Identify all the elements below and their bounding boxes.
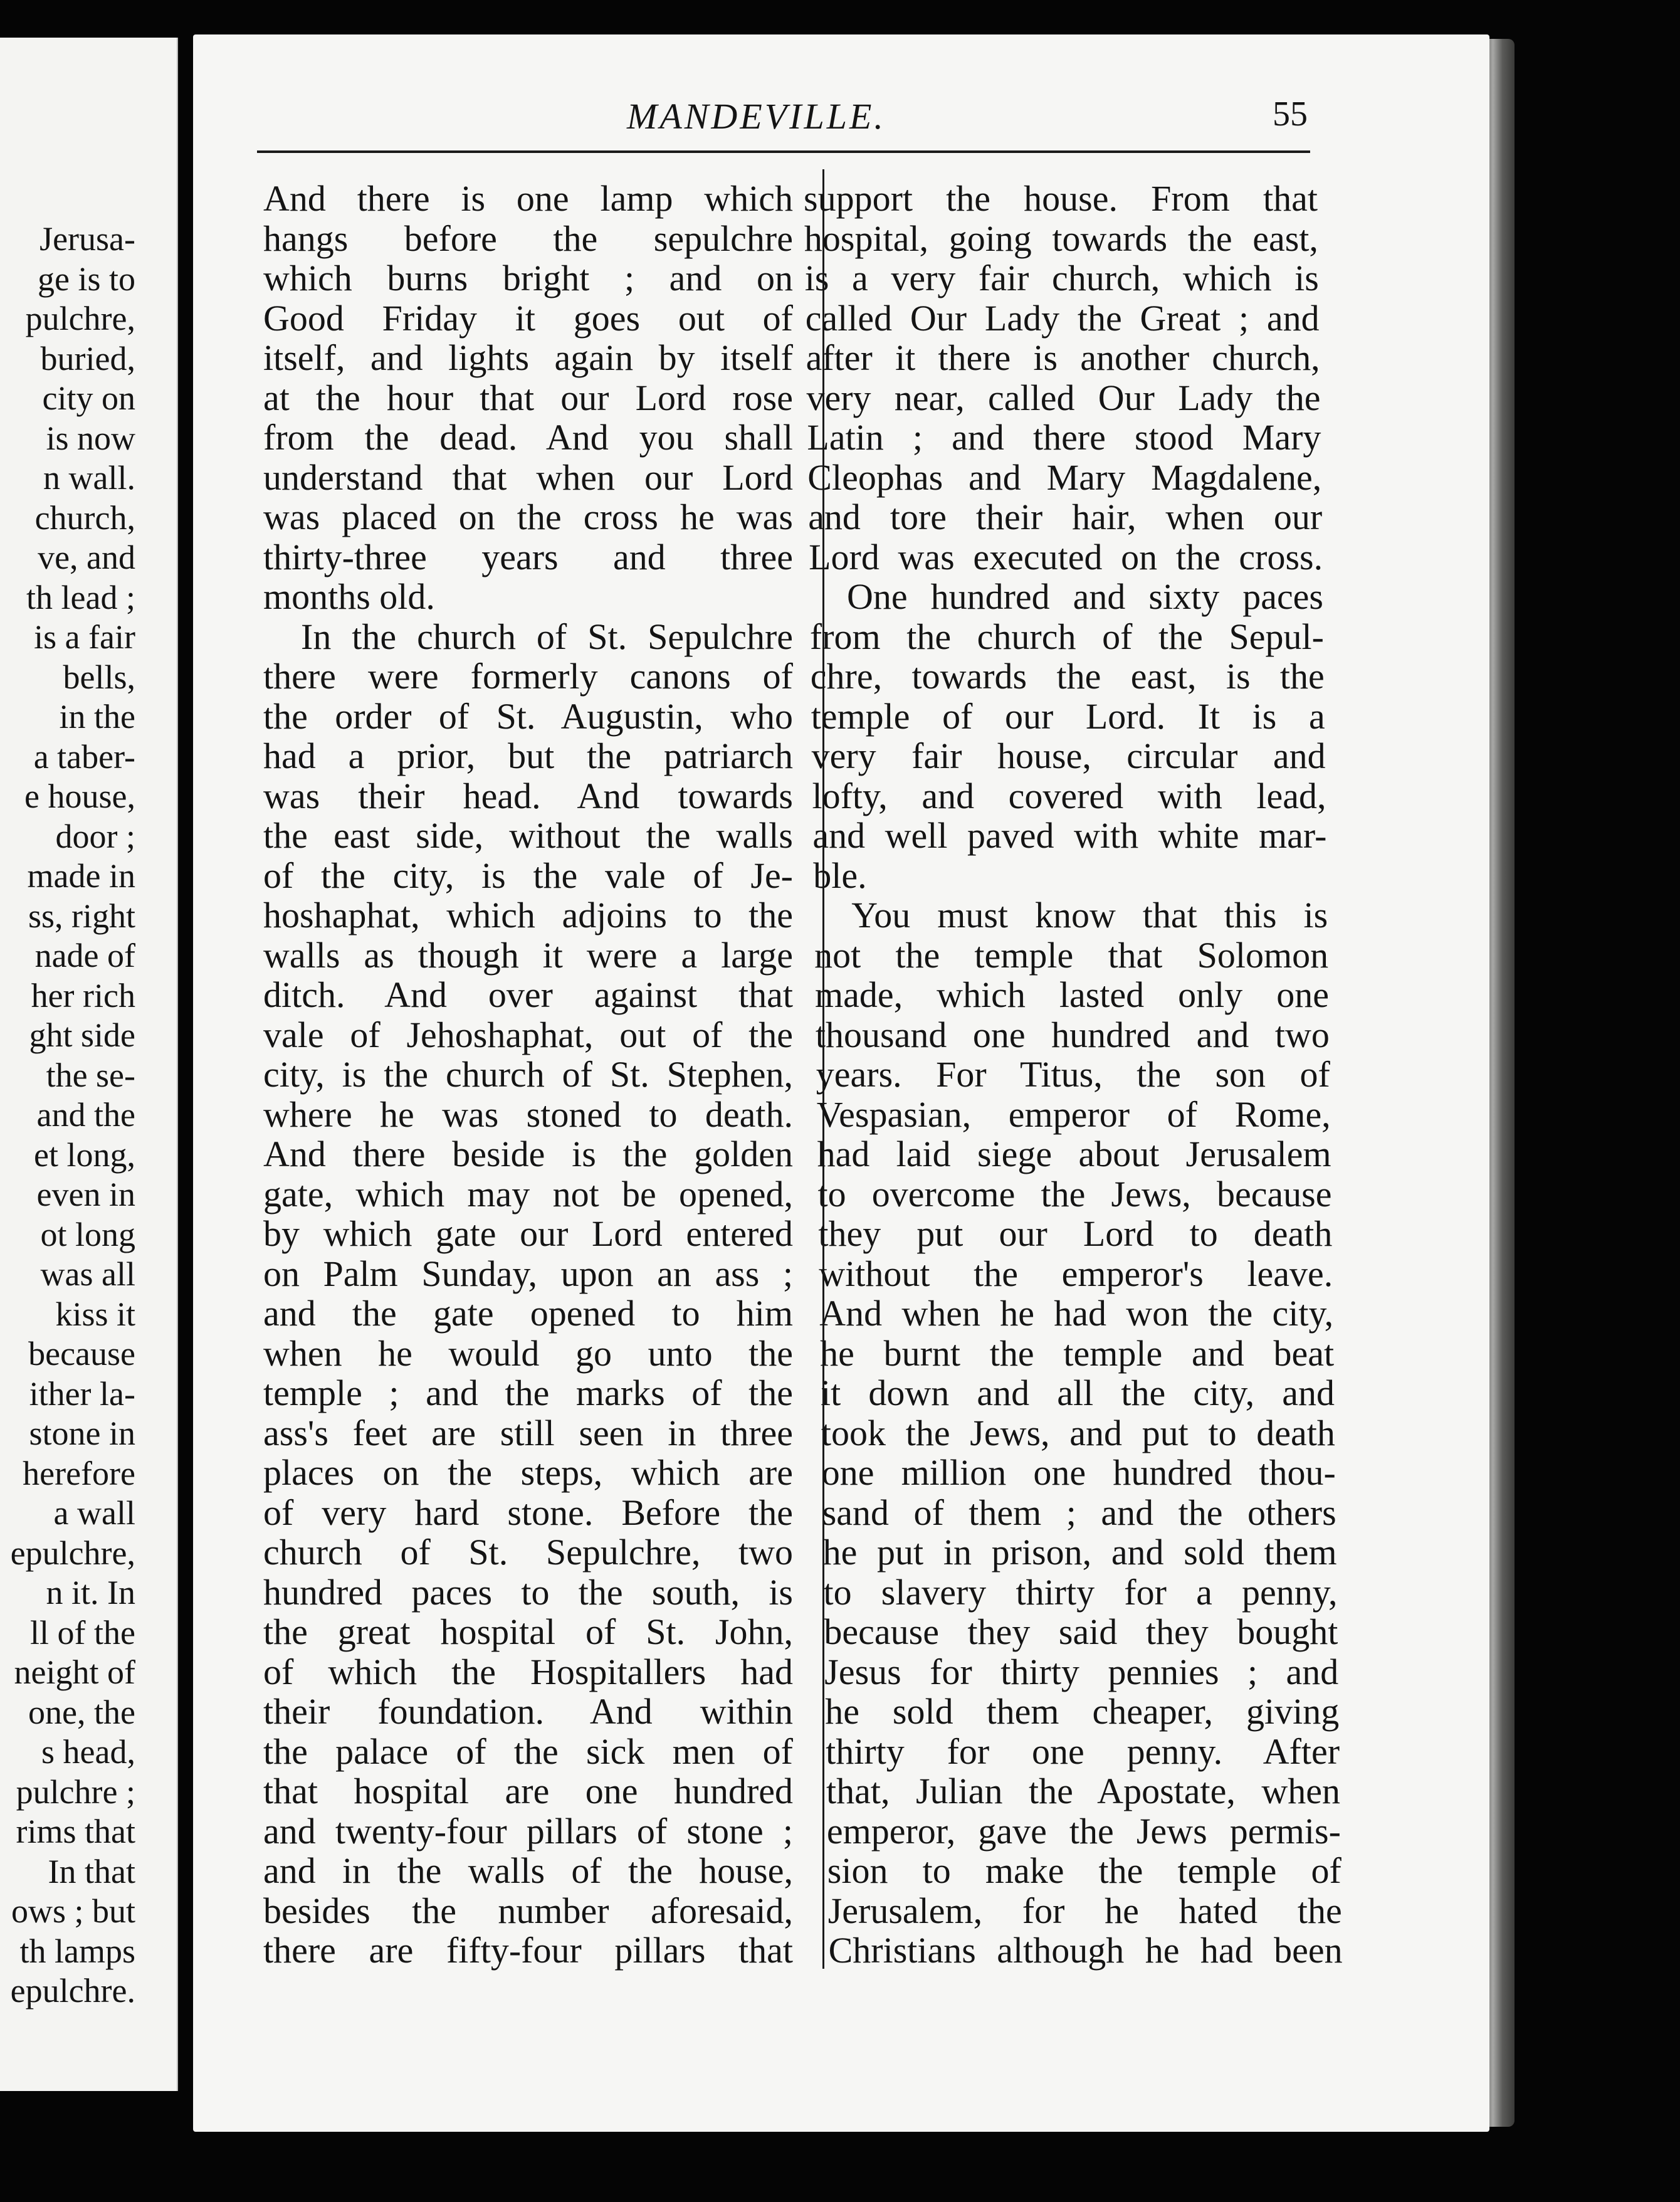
text-line: and tore their hair, when our — [808, 497, 1323, 537]
text-line: from the dead. And you shall — [263, 417, 793, 458]
text-line: was all — [40, 1255, 135, 1293]
text-line: besides the number aforesaid, — [263, 1890, 793, 1931]
text-line: epulchre. — [10, 1972, 135, 2010]
text-line: and the — [36, 1096, 135, 1134]
text-line: from the church of the Sepul- — [809, 616, 1324, 657]
text-line: itself, and lights again by itself — [263, 337, 793, 378]
text-line: n wall. — [43, 459, 135, 497]
text-line: lofty, and covered with lead, — [812, 775, 1326, 816]
text-line: And when he had won the city, — [819, 1293, 1334, 1334]
text-line: and in the walls of the house, — [263, 1850, 793, 1891]
text-line: sion to make the temple of — [827, 1850, 1341, 1891]
text-line: Jesus for thirty pennies ; and — [824, 1651, 1339, 1692]
text-line: the great hospital of St. John, — [263, 1611, 793, 1652]
text-line: on Palm Sunday, upon an ass ; — [263, 1253, 793, 1294]
text-line: a wall — [53, 1494, 135, 1532]
text-line: not the temple that Solomon — [814, 934, 1329, 976]
text-line: city, is the church of St. Stephen, — [263, 1054, 793, 1095]
left-column — [263, 179, 809, 1971]
text-line: to slavery thirty for a penny, — [823, 1571, 1338, 1613]
text-line: ditch. And over against that — [263, 974, 793, 1015]
text-line: of very hard stone. Before the — [263, 1492, 793, 1533]
text-line: herefore — [23, 1454, 135, 1492]
text-line: of which the Hospitallers had — [263, 1651, 793, 1692]
text-line: walls as though it were a large — [263, 934, 793, 976]
text-line: made in — [27, 857, 135, 895]
text-line: And there is one lamp which — [263, 178, 793, 219]
text-line: he burnt the temple and beat — [820, 1332, 1335, 1374]
text-line: city on — [42, 379, 135, 417]
page-number: 55 — [1273, 95, 1308, 134]
running-head: MANDEVILLE. — [627, 96, 886, 137]
text-line: is a very fair church, which is — [804, 258, 1319, 298]
text-line: Jerusalem, for he hated the — [827, 1890, 1342, 1931]
text-line: n it. In — [46, 1574, 135, 1611]
text-line: Latin ; and there stood Mary — [807, 417, 1321, 458]
text-line: their foundation. And within — [263, 1691, 793, 1732]
text-line: that hospital are one hundred — [263, 1771, 793, 1811]
text-line: called Our Lady the Great ; and — [805, 297, 1320, 339]
text-line: the east side, without the walls — [263, 815, 793, 856]
text-line: church, — [34, 498, 135, 537]
text-line: at the hour that our Lord rose — [263, 377, 793, 418]
text-line: temple of our Lord. It is a — [811, 695, 1325, 737]
text-line: when he would go unto the — [263, 1332, 793, 1374]
text-line: thousand one hundred and two — [815, 1014, 1330, 1055]
text-line: months old. — [263, 576, 435, 617]
text-line: ss, right — [28, 897, 135, 935]
text-line: because — [28, 1335, 135, 1372]
text-line: was placed on the cross he was — [263, 497, 793, 537]
text-line: Christians although he had been — [828, 1930, 1343, 1971]
text-line: epulchre, — [10, 1534, 135, 1572]
text-line: thirty for one penny. After — [826, 1731, 1340, 1772]
text-line: s head, — [41, 1733, 135, 1771]
text-line: took the Jews, and put to death — [821, 1412, 1335, 1453]
text-line: even in — [36, 1176, 135, 1213]
text-line: ge is to — [38, 260, 135, 298]
text-line: because they said they bought — [824, 1611, 1338, 1652]
text-line: hundred paces to the south, is — [263, 1571, 793, 1613]
text-line: chre, towards the east, is the — [810, 656, 1325, 697]
text-line: pulchre ; — [16, 1773, 135, 1811]
text-line: hoshaphat, which adjoins to the — [263, 895, 793, 935]
text-line: very near, called Our Lady the — [806, 377, 1321, 418]
text-line: Lord was executed on the cross. — [809, 536, 1323, 577]
text-line: gate, which may not be opened, — [263, 1173, 793, 1214]
text-line: Good Friday it goes out of — [263, 297, 793, 339]
right-column — [804, 179, 1352, 1971]
text-line: they put our Lord to death — [818, 1213, 1333, 1254]
text-line: bells, — [63, 658, 135, 696]
text-line: it down and all the city, and — [821, 1372, 1335, 1413]
text-line: Vespasian, emperor of Rome, — [816, 1093, 1331, 1135]
text-line: was their head. And towards — [263, 775, 793, 816]
text-line: neight of — [14, 1653, 135, 1691]
text-line: and well paved with white mar- — [812, 815, 1327, 856]
text-line: Jerusa- — [39, 220, 135, 258]
text-line: ght side — [29, 1016, 135, 1054]
text-line: th lamps — [19, 1932, 135, 1970]
text-line: places on the steps, which are — [263, 1452, 793, 1493]
text-line: made, which lasted only one — [815, 974, 1329, 1015]
previous-page — [0, 38, 178, 2091]
text-line: stone in — [29, 1414, 135, 1452]
text-line: Cleophas and Mary Magdalene, — [807, 456, 1322, 498]
text-line: temple ; and the marks of the — [263, 1372, 793, 1413]
text-line: after it there is another church, — [806, 337, 1320, 378]
text-line: the palace of the sick men of — [263, 1731, 793, 1772]
text-line: ble. — [813, 855, 867, 896]
text-line: the order of St. Augustin, who — [263, 695, 793, 737]
text-line: ve, and — [38, 539, 135, 576]
paragraph-start-line: In the church of St. Sepulchre — [301, 616, 793, 657]
text-line: ll of the — [30, 1613, 135, 1652]
text-line: vale of Jehoshaphat, out of the — [263, 1014, 793, 1055]
text-line: thirty-three years and three — [263, 536, 793, 577]
text-line: one, the — [28, 1693, 135, 1731]
text-line: hangs before the sepulchre — [263, 218, 793, 259]
text-line: a taber- — [33, 737, 135, 776]
text-line: understand that when our Lord — [263, 456, 793, 498]
text-line: had laid siege about Jerusalem — [817, 1134, 1331, 1174]
text-line: the se- — [46, 1056, 135, 1094]
text-line: in the — [59, 698, 135, 735]
text-line: and the gate opened to him — [263, 1293, 793, 1334]
text-line: one million one hundred thou- — [821, 1452, 1336, 1493]
text-line: e house, — [24, 777, 135, 815]
text-line: sand of them ; and the others — [822, 1492, 1336, 1533]
text-line: et long, — [34, 1135, 135, 1174]
text-line: and twenty-four pillars of stone ; — [263, 1810, 793, 1852]
paragraph-start-line: You must know that this is — [851, 895, 1328, 935]
text-line: is now — [46, 419, 135, 457]
header-rule — [257, 150, 1310, 153]
text-line: to overcome the Jews, because — [817, 1173, 1332, 1214]
text-line: pulchre, — [25, 300, 135, 337]
text-line: of the city, is the vale of Je- — [263, 855, 793, 896]
text-line: support the house. From that — [804, 178, 1318, 219]
text-line: he sold them cheaper, giving — [825, 1691, 1340, 1732]
text-line: th lead ; — [26, 578, 135, 616]
text-line: by which gate our Lord entered — [263, 1213, 793, 1254]
text-line: her rich — [31, 976, 135, 1014]
text-line: without the emperor's leave. — [819, 1253, 1333, 1294]
previous-page-text — [11, 219, 135, 2011]
text-line: that, Julian the Apostate, when — [826, 1771, 1340, 1811]
text-line: hospital, going towards the east, — [804, 218, 1318, 259]
text-line: In that — [48, 1852, 135, 1890]
text-line: buried, — [40, 339, 135, 377]
text-line: nade of — [34, 937, 135, 974]
text-line: ither la- — [29, 1374, 135, 1413]
text-line: where he was stoned to death. — [263, 1093, 793, 1135]
text-line: there were formerly canons of — [263, 656, 793, 697]
text-line: door ; — [55, 817, 135, 855]
text-line: is a fair — [34, 618, 135, 656]
text-line: emperor, gave the Jews permis- — [826, 1810, 1341, 1852]
text-line: ows ; but — [11, 1892, 135, 1930]
text-line: ass's feet are still seen in three — [263, 1412, 793, 1453]
text-line: which burns bright ; and on — [263, 258, 793, 298]
text-line: he put in prison, and sold them — [822, 1532, 1337, 1572]
text-line: there are fifty-four pillars that — [263, 1930, 793, 1971]
text-line: rims that — [16, 1813, 135, 1850]
text-line: years. For Titus, the son of — [816, 1054, 1330, 1095]
paragraph-start-line: One hundred and sixty paces — [847, 576, 1323, 617]
text-line: kiss it — [55, 1295, 135, 1333]
text-line: ot long — [40, 1215, 135, 1253]
text-line: very fair house, circular and — [811, 735, 1326, 776]
text-line: church of St. Sepulchre, two — [263, 1532, 793, 1572]
text-line: And there beside is the golden — [263, 1134, 793, 1174]
text-line: had a prior, but the patriarch — [263, 735, 793, 776]
